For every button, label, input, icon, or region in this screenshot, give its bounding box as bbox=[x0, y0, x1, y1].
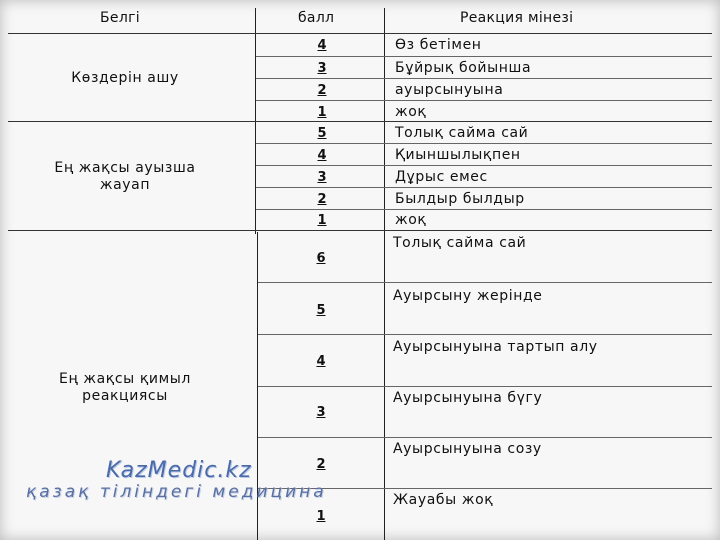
column-divider-score-reaction bbox=[384, 8, 385, 540]
score-value: 2 bbox=[317, 83, 327, 98]
sign-label-line: Ең жақсы қимыл bbox=[59, 371, 191, 387]
score-value: 2 bbox=[316, 457, 326, 472]
group-divider-1 bbox=[8, 121, 712, 122]
reaction-text: Дұрыс емес bbox=[395, 169, 488, 185]
group-divider-2 bbox=[8, 230, 712, 231]
header-divider bbox=[8, 33, 712, 34]
reaction-text: ауырсынуына bbox=[395, 82, 504, 98]
row-divider bbox=[258, 334, 712, 335]
reaction-text: Өз бетімен bbox=[395, 37, 482, 53]
watermark-tagline: қазақ тіліндегі медицина bbox=[26, 482, 327, 502]
reaction-text: Ауырсынуына созу bbox=[393, 441, 542, 457]
row-divider bbox=[258, 386, 712, 387]
row-divider bbox=[256, 143, 712, 144]
sign-label-line: реакциясы bbox=[82, 388, 168, 404]
score-value: 4 bbox=[316, 354, 326, 369]
row-divider bbox=[256, 100, 712, 101]
row-divider bbox=[258, 282, 712, 283]
score-value: 1 bbox=[317, 105, 327, 120]
header-score: балл bbox=[298, 10, 335, 26]
header-reaction: Реакция мінезі bbox=[460, 10, 574, 26]
row-divider bbox=[258, 437, 712, 438]
score-value: 3 bbox=[317, 170, 327, 185]
reaction-text: Толық сайма сай bbox=[395, 125, 529, 141]
reaction-text: Қиыншылықпен bbox=[395, 147, 521, 163]
reaction-text: жоқ bbox=[395, 212, 427, 228]
reaction-text: Ауырсыну жерінде bbox=[393, 288, 543, 304]
reaction-text: Бұйрық бойынша bbox=[395, 60, 532, 76]
reaction-text: Толық сайма сай bbox=[393, 235, 527, 251]
reaction-text: Ауырсынуына бүгу bbox=[393, 390, 543, 406]
score-value: 1 bbox=[316, 509, 326, 524]
score-value: 2 bbox=[317, 192, 327, 207]
score-value: 4 bbox=[317, 148, 327, 163]
score-value: 6 bbox=[316, 251, 326, 266]
reaction-text: Ауырсынуына тартып алу bbox=[393, 339, 598, 355]
score-value: 3 bbox=[317, 61, 327, 76]
sign-label-line: Ең жақсы ауызша bbox=[54, 160, 196, 176]
score-value: 1 bbox=[317, 213, 327, 228]
reaction-text: Жауабы жоқ bbox=[393, 492, 494, 508]
row-divider bbox=[256, 78, 712, 79]
score-value: 3 bbox=[316, 405, 326, 420]
row-divider bbox=[256, 165, 712, 166]
sign-label-verbal-response bbox=[20, 160, 230, 194]
header-sign: Белгі bbox=[100, 10, 140, 26]
sign-label-motor-response bbox=[20, 371, 230, 405]
reaction-text: жоқ bbox=[395, 104, 427, 120]
row-divider bbox=[256, 209, 712, 210]
reaction-text: Былдыр былдыр bbox=[395, 191, 525, 207]
watermark-logo: KazMedic.kz bbox=[106, 458, 252, 483]
sign-label-line: жауап bbox=[99, 177, 151, 193]
score-value: 5 bbox=[316, 303, 326, 318]
sign-label-eye-opening: Көздерін ашу bbox=[71, 70, 179, 86]
score-value: 5 bbox=[317, 126, 327, 141]
row-divider bbox=[256, 187, 712, 188]
score-value: 4 bbox=[317, 38, 327, 53]
row-divider bbox=[256, 56, 712, 57]
